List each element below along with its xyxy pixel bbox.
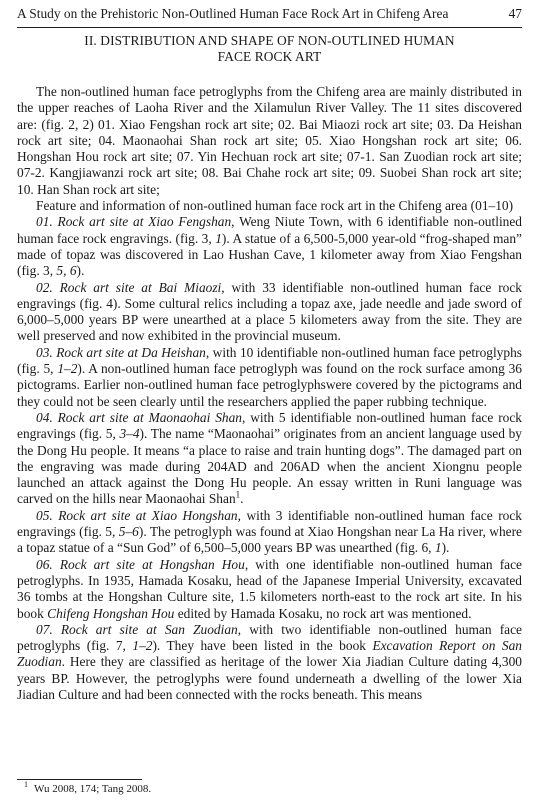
figure-ref: 1	[434, 540, 442, 556]
book-title: Excavation Report on San Zuodian	[17, 638, 523, 670]
paragraph-site-06: 06. Rock art site at Hongshan Hou, with one identifiable non-outlined human face petroglyphs. In 1935, Hamada Kosaku, head of the Japanese Imperial University, excavated 36 tombs at the Hongshan Culture site, 1.5 kilometers north-east to the rock art site. In his book Chifeng Hongshan Hou edited by Hamada Kosaku, no rock art was mentioned.	[17, 556, 522, 621]
body-text	[17, 84, 522, 703]
paragraph-site-07: 07. Rock art site at San Zuodian, with two identifiable non-outlined human face petroglyphs (fig. 7, 1–2). They have been listed in the book Excavation Report on San Zuodian. Here they are classified as heritage of the lower Xia Jiadian Culture dating 4,300 years BP. However, the petroglyphs were found underneath a dwelling of the lower Xia Jiadian Culture and had been connected with the rocks beneath. This means	[17, 621, 523, 702]
site-label: 01. Rock art site at Xiao Fengshan	[36, 214, 232, 230]
paragraph-site-04: 04. Rock art site at Maonaohai Shan, with 5 identifiable non-outlined human face rock engravings (fig. 5, 3–4). The name “Maonaohai” originates from an ancient language used by the Dong Hu people. It means “a place to raise and train hunting dogs”. The damaged part on the engraving was made during 204AD and 206AD when the ancient Xiongnu people launched an attack against the Dong Hu people. An essay written in Runi language was carved on the hills near Maonaohai Shan$^1$.	[17, 409, 523, 507]
figure-ref: 5, 6	[56, 263, 77, 279]
site-label: 03. Rock art site at Da Heishan	[36, 344, 206, 360]
site-label: 05. Rock art site at Xiao Hongshan	[36, 507, 238, 523]
running-head-title: A Study on the Prehistoric Non-Outlined Human Face Rock Art in Chifeng Area	[17, 6, 449, 21]
footnote	[24, 782, 151, 796]
footnote-mark: 1	[24, 780, 28, 790]
footnote-rule	[17, 779, 142, 780]
site-label: 06. Rock art site at Hongshan Hou	[36, 556, 245, 572]
paragraph-feature-info: Feature and information of non-outlined human face rock art in the Chifeng area (01–10)	[36, 198, 514, 214]
header-rule	[17, 27, 522, 28]
site-label: 02. Rock art site at Bai Miaozi	[36, 279, 222, 295]
page-number: 47	[508, 6, 522, 21]
section-heading-line-1: II. DISTRIBUTION AND SHAPE OF NON-OUTLINED HUMAN	[84, 33, 455, 48]
footnote-ref[interactable]: 1	[235, 489, 241, 500]
section-heading-line-2: FACE ROCK ART	[217, 49, 322, 65]
running-head	[17, 4, 522, 26]
paragraph-site-02: 02. Rock art site at Bai Miaozi, with 33 identifiable non-outlined human face rock engravings (fig. 4). Some cultural relics including a topaz axe, jade needle and jade sword of 6,000–5,000 years BP were unearthed at a place 5 kilometers away from the site. They are well preserved and now exhibited in the provincial museum.	[17, 279, 522, 344]
figure-ref: 1–2	[132, 638, 153, 654]
paragraph-site-05: 05. Rock art site at Xiao Hongshan, with 3 identifiable non-outlined human face rock engravings (fig. 5, 5–6). The petroglyph was found at Xiao Hongshan near La Ha river, where a topaz statue of a “Sun God” of 6,500–5,000 years BP was unearthed (fig. 6, 1).	[17, 507, 522, 556]
site-label: 07. Rock art site at San Zuodian	[36, 621, 238, 637]
paragraph-site-03: 03. Rock art site at Da Heishan, with 10 identifiable non-outlined human face petroglyphs (fig. 5, 1–2). A non-outlined human face petroglyph was found on the rock surface among 36 pictograms. Earlier non-outlined human face petroglyphswere covered by the pictograms and they could not be seen clearly until the researchers applied the paper rubbing technique.	[17, 344, 522, 409]
footnote-text: Wu 2008, 174; Tang 2008.	[34, 783, 152, 795]
section-heading	[17, 33, 522, 66]
figure-ref: 3–4	[119, 426, 140, 442]
figure-ref: 5–6	[118, 524, 139, 540]
paragraph-site-01: 01. Rock art site at Xiao Fengshan, Weng Niute Town, with 6 identifiable non-outlined human face rock engravings. (fig. 3, 1). A statue of a 6,500-5,000 year-old “frog-shaped man” made of topaz was discovered in Lao Hushan Cave, 1 kilometer away from Xiao Fengshan (fig. 3, 5, 6).	[17, 214, 522, 279]
paragraph-intro: The non-outlined human face petroglyphs from the Chifeng area are mainly distributed in the upper reaches of Laoha River and the Xilamulun River Valley. The 11 sites discovered are: (fig. 2, 2) 01. Xiao Fengshan rock art site; 02. Bai Miaozi rock art site; 03. Da Heishan rock art site; 04. Maonaohai Shan rock art site; 05. Xiao Hongshan rock art site; 06. Hongshan Hou rock art site; 07. Yin Hechuan rock art site; 07-1. San Zuodian rock art site; 07-2. Kangjiawanzi rock art site; 08. Bai Chahe rock art site; 09. Suobei Shan rock art site; 10. Han Shan rock art site;	[17, 84, 522, 197]
book-title: Chifeng Hongshan Hou	[47, 605, 175, 621]
figure-ref: 1–2	[57, 361, 78, 377]
site-label: 04. Rock art site at Maonaohai Shan	[36, 409, 242, 425]
figure-ref: 1	[215, 230, 222, 246]
